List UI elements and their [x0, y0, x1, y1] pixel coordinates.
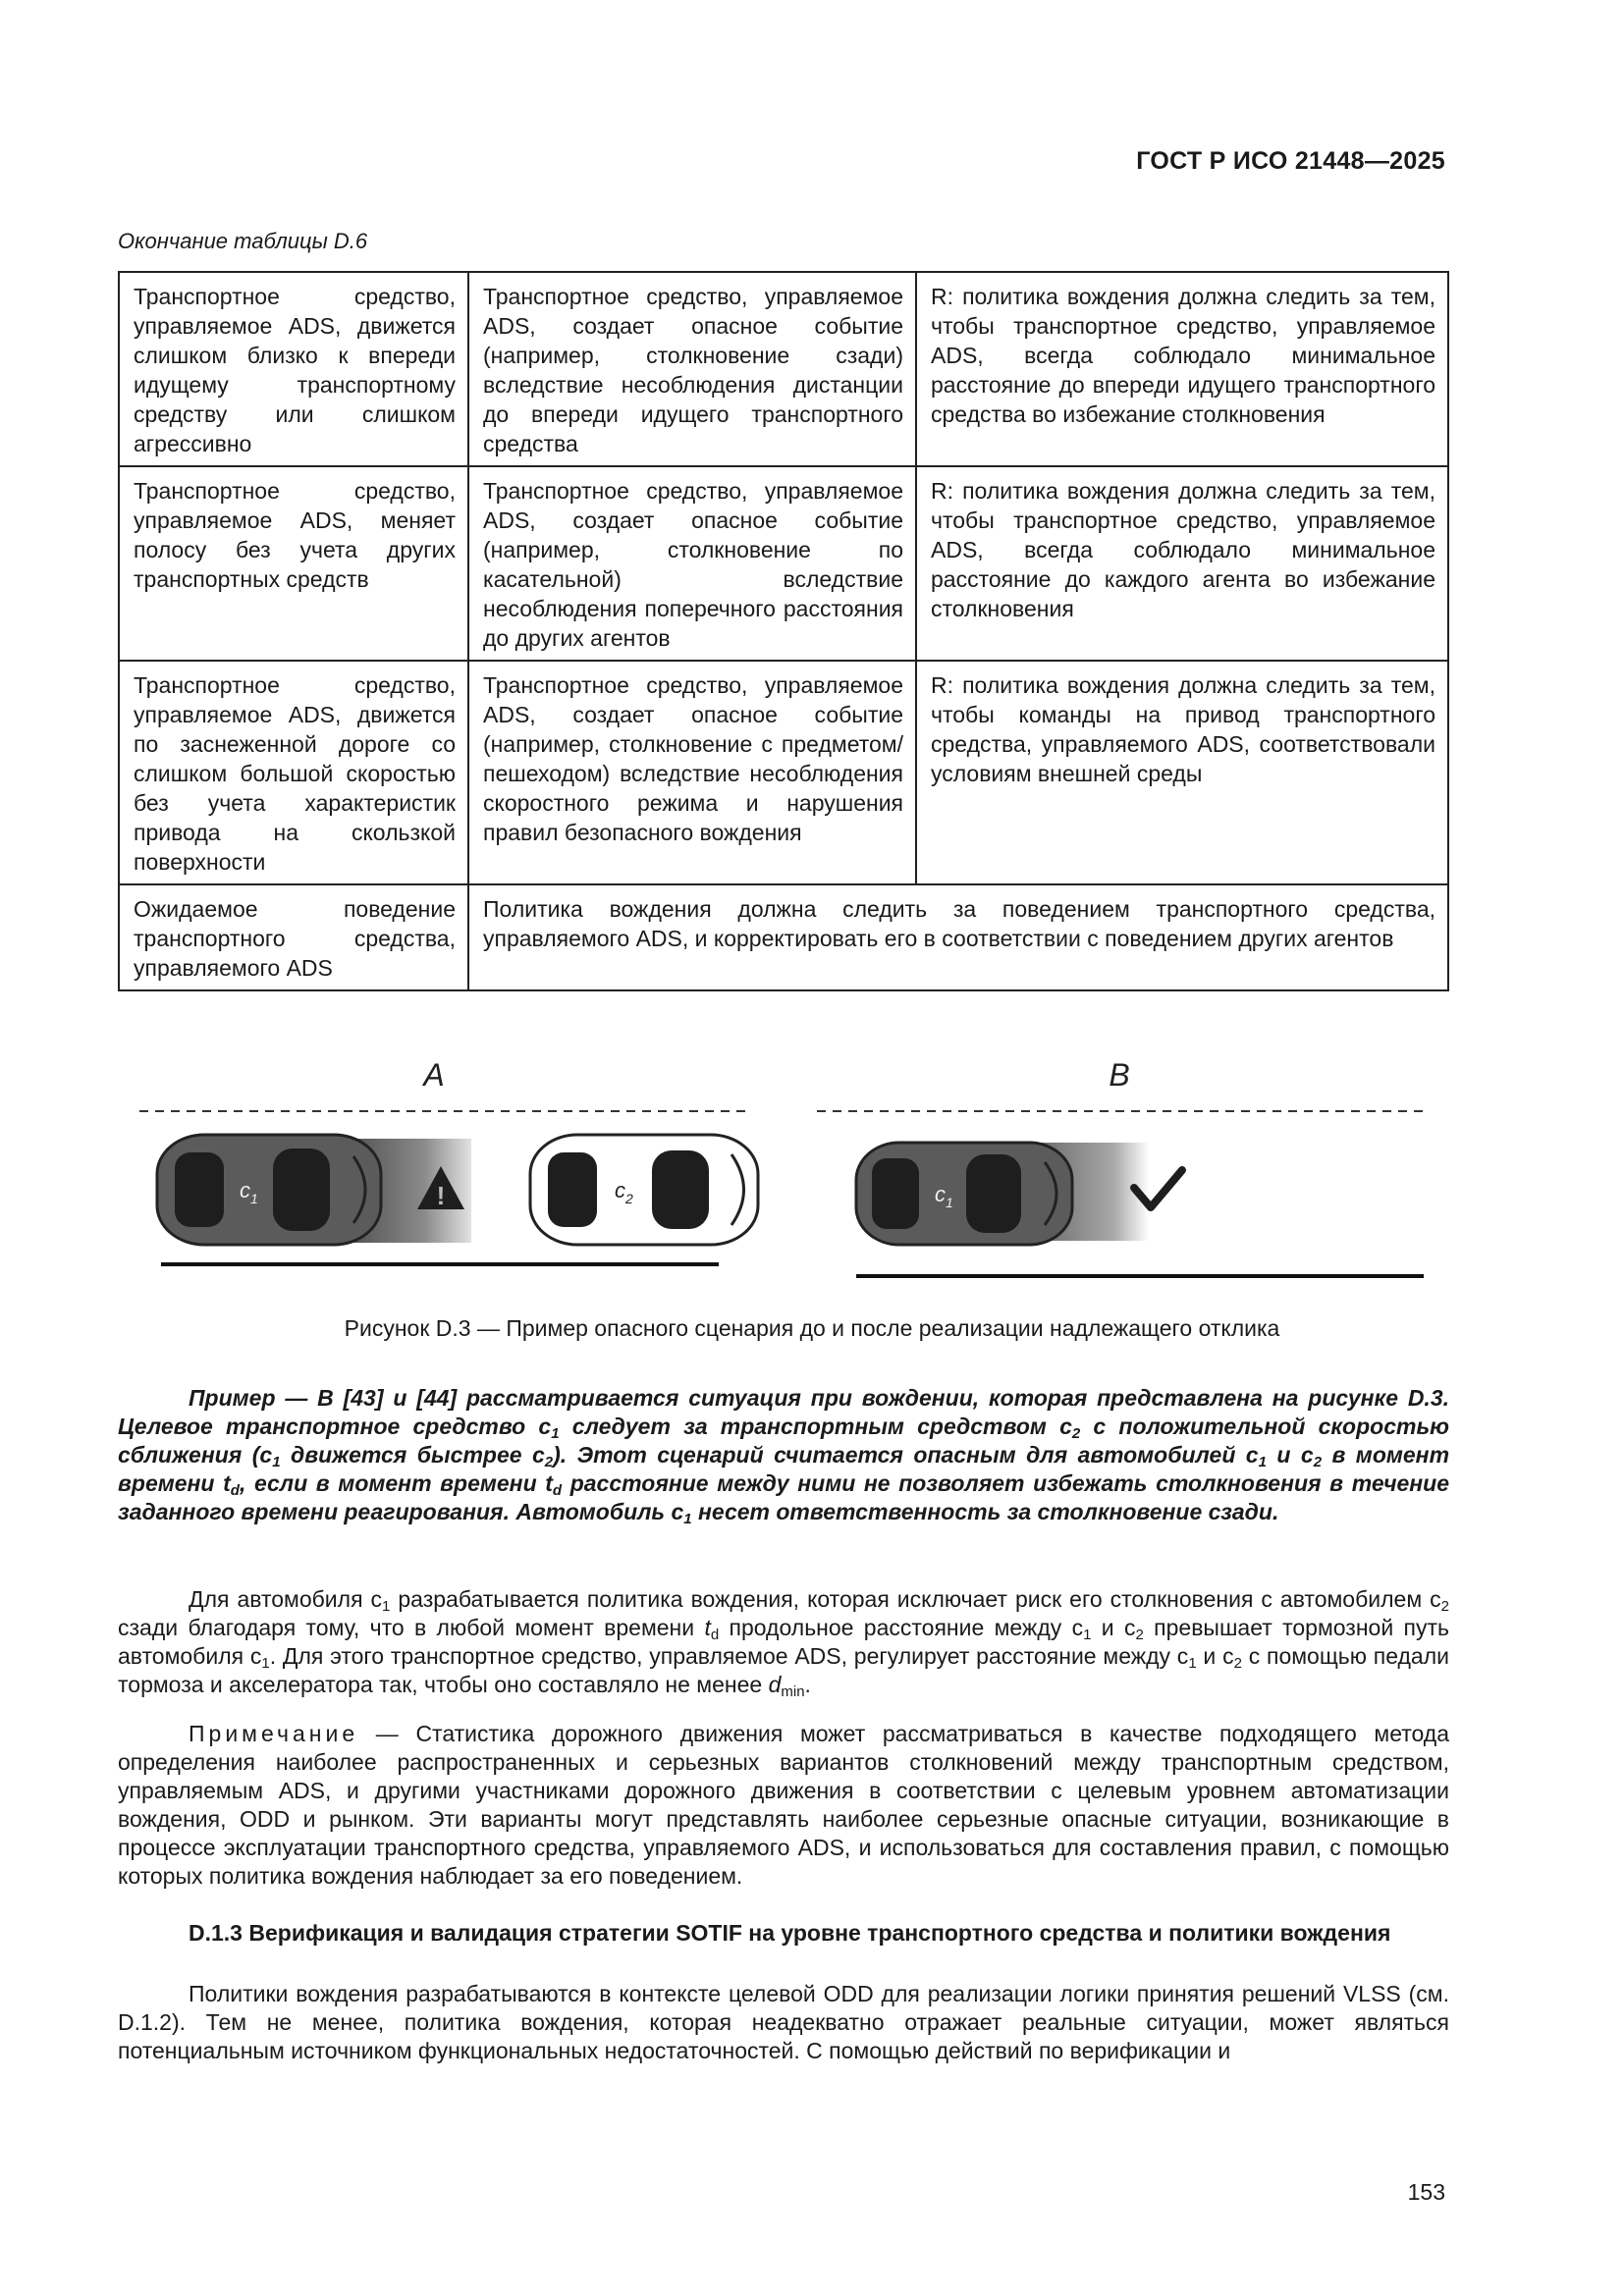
standard-designation: ГОСТ Р ИСО 21448—2025 — [1136, 147, 1445, 175]
note-paragraph — [118, 1720, 1449, 1891]
warning-mark: ! — [436, 1181, 446, 1210]
car-c1-index: 1 — [250, 1191, 258, 1206]
table-cell: Транспортное средство, управляемое ADS, меняет полосу без учета других транспортных средств — [119, 466, 468, 661]
table-row — [119, 661, 1448, 884]
table-cell: R: политика вождения должна следить за тем, чтобы транспортное средство, управляемое ADS, всегда соблюдало минимальное расстояние до впереди идущего транспортного средства во избежание столкновения — [916, 272, 1448, 466]
table-cell: Транспортное средство, управляемое ADS, создает опасное событие (например, столкновение сзади) вследствие несоблюдения дистанции до впереди идущего транспортного средства — [468, 272, 916, 466]
table-cell: Транспортное средство, управляемое ADS, создает опасное событие (например, столкновение по касательной) вследствие несоблюдения поперечного расстояния до других агентов — [468, 466, 916, 661]
table-cell: R: политика вождения должна следить за тем, чтобы команды на привод транспортного средства, управляемого ADS, соответствовали условиям внешней среды — [916, 661, 1448, 884]
body-paragraph: Для автомобиля $c_1$ разрабатывается политика вождения, которая исключает риск его столкновения с автомобилем $c_2$ сзади благодаря тому, что в любой момент времени $t_d$ продольное расстояние между $c_1$ и $c_2$ превышает тормозной путь автомобиля $c_1$. Для этого транспортное средство, управляемое ADS, регулирует расстояние между $c_1$ и $c_2$ с помощью педали тормоза и акселератора так, чтобы оно составляло не менее $d_{min}$. — [118, 1586, 1450, 1700]
table-cell: Транспортное средство, управляемое ADS, движется по заснеженной дороге со слишком большой скоростью без учета характеристик привода на скользкой поверхности — [119, 661, 468, 884]
car-c1-b-letter: c — [935, 1182, 946, 1206]
car-c1-icon — [157, 1135, 381, 1245]
section-heading: D.1.3 Верификация и валидация стратегии SOTIF на уровне транспортного средства и политики вождения — [189, 1920, 1391, 1946]
car-c2-icon — [530, 1135, 758, 1245]
car-c1-letter: c — [240, 1178, 250, 1202]
section-paragraph: Политики вождения разрабатываются в контексте целевой ODD для реализации логики принятия решений VLSS (см. D.1.2). Тем не менее, политика вождения, которая неадекватно отражает реальные ситуации, может являться потенциальным источником функциональных недостаточностей. С помощью действий по верификации и — [118, 1981, 1449, 2063]
table-row — [119, 272, 1448, 466]
note-label: Примечание — [189, 1721, 359, 1746]
car-c1-icon-b — [856, 1143, 1072, 1245]
panel-b-label: B — [1109, 1057, 1130, 1093]
example-paragraph: Пример — В [43] и [44] рассматривается ситуация при вождении, которая представлена на рисунке D.3. Целевое транспортное средство $c_1$ следует за транспортным средством $c_2$ с положительной скоростью сближения ($c_1$ движется быстрее $c_2$). Этот сценарий считается опасным для автомобилей $c_1$ и $c_2$ в момент времени $t_d$, если в момент времени $t_d$ расстояние между ними не позволяет избежать столкновения в течение заданного времени реагирования. Автомобиль $c_1$ несет ответственность за столкновение сзади. — [118, 1385, 1450, 1527]
table-cell: Транспортное средство, управляемое ADS, создает опасное событие (например, столкновение с предметом/пешеходом) вследствие несоблюдения скоростного режима и нарушения правил безопасного вождения — [468, 661, 916, 884]
hazard-table — [118, 271, 1449, 991]
car-c2-index: 2 — [625, 1191, 633, 1206]
page-number: 153 — [1407, 2179, 1445, 2205]
table-caption: Окончание таблицы D.6 — [118, 229, 368, 253]
table-row — [119, 884, 1448, 990]
table-cell: Ожидаемое поведение транспортного средства, управляемого ADS — [119, 884, 468, 990]
scenario-illustration — [118, 1041, 1449, 1296]
panel-a-label: A — [423, 1057, 445, 1093]
figure-caption: Рисунок D.3 — Пример опасного сценария до и после реализации надлежащего отклика — [344, 1315, 1280, 1341]
table-cell: R: политика вождения должна следить за тем, чтобы транспортное средство, управляемое ADS, всегда соблюдало минимальное расстояние до каждого агента во избежание столкновения — [916, 466, 1448, 661]
car-c1-b-index: 1 — [946, 1195, 953, 1210]
car-c2-letter: c — [615, 1178, 625, 1202]
table-cell-merged: Политика вождения должна следить за поведением транспортного средства, управляемого ADS, и корректировать его в соответствии с поведением других агентов — [468, 884, 1448, 990]
note-text: — Статистика дорожного движения может рассматриваться в качестве подходящего метода определения наиболее распространенных и серьезных вариантов столкновений между транспортным средством, управляемым ADS, и другими участниками дорожного движения в соответствии с целевым уровнем автоматизации вождения, ODD и рынком. Эти варианты могут представлять наиболее серьезные опасные ситуации, возникающие в процессе эксплуатации транспортного средства, управляемого ADS, и использоваться для составления правил, с помощью которых политика вождения наблюдает за его поведением. — [118, 1721, 1449, 1889]
table-cell: Транспортное средство, управляемое ADS, движется слишком близко к впереди идущему транспортному средству или слишком агрессивно — [119, 272, 468, 466]
figure-d3 — [118, 1041, 1449, 1296]
table-row — [119, 466, 1448, 661]
